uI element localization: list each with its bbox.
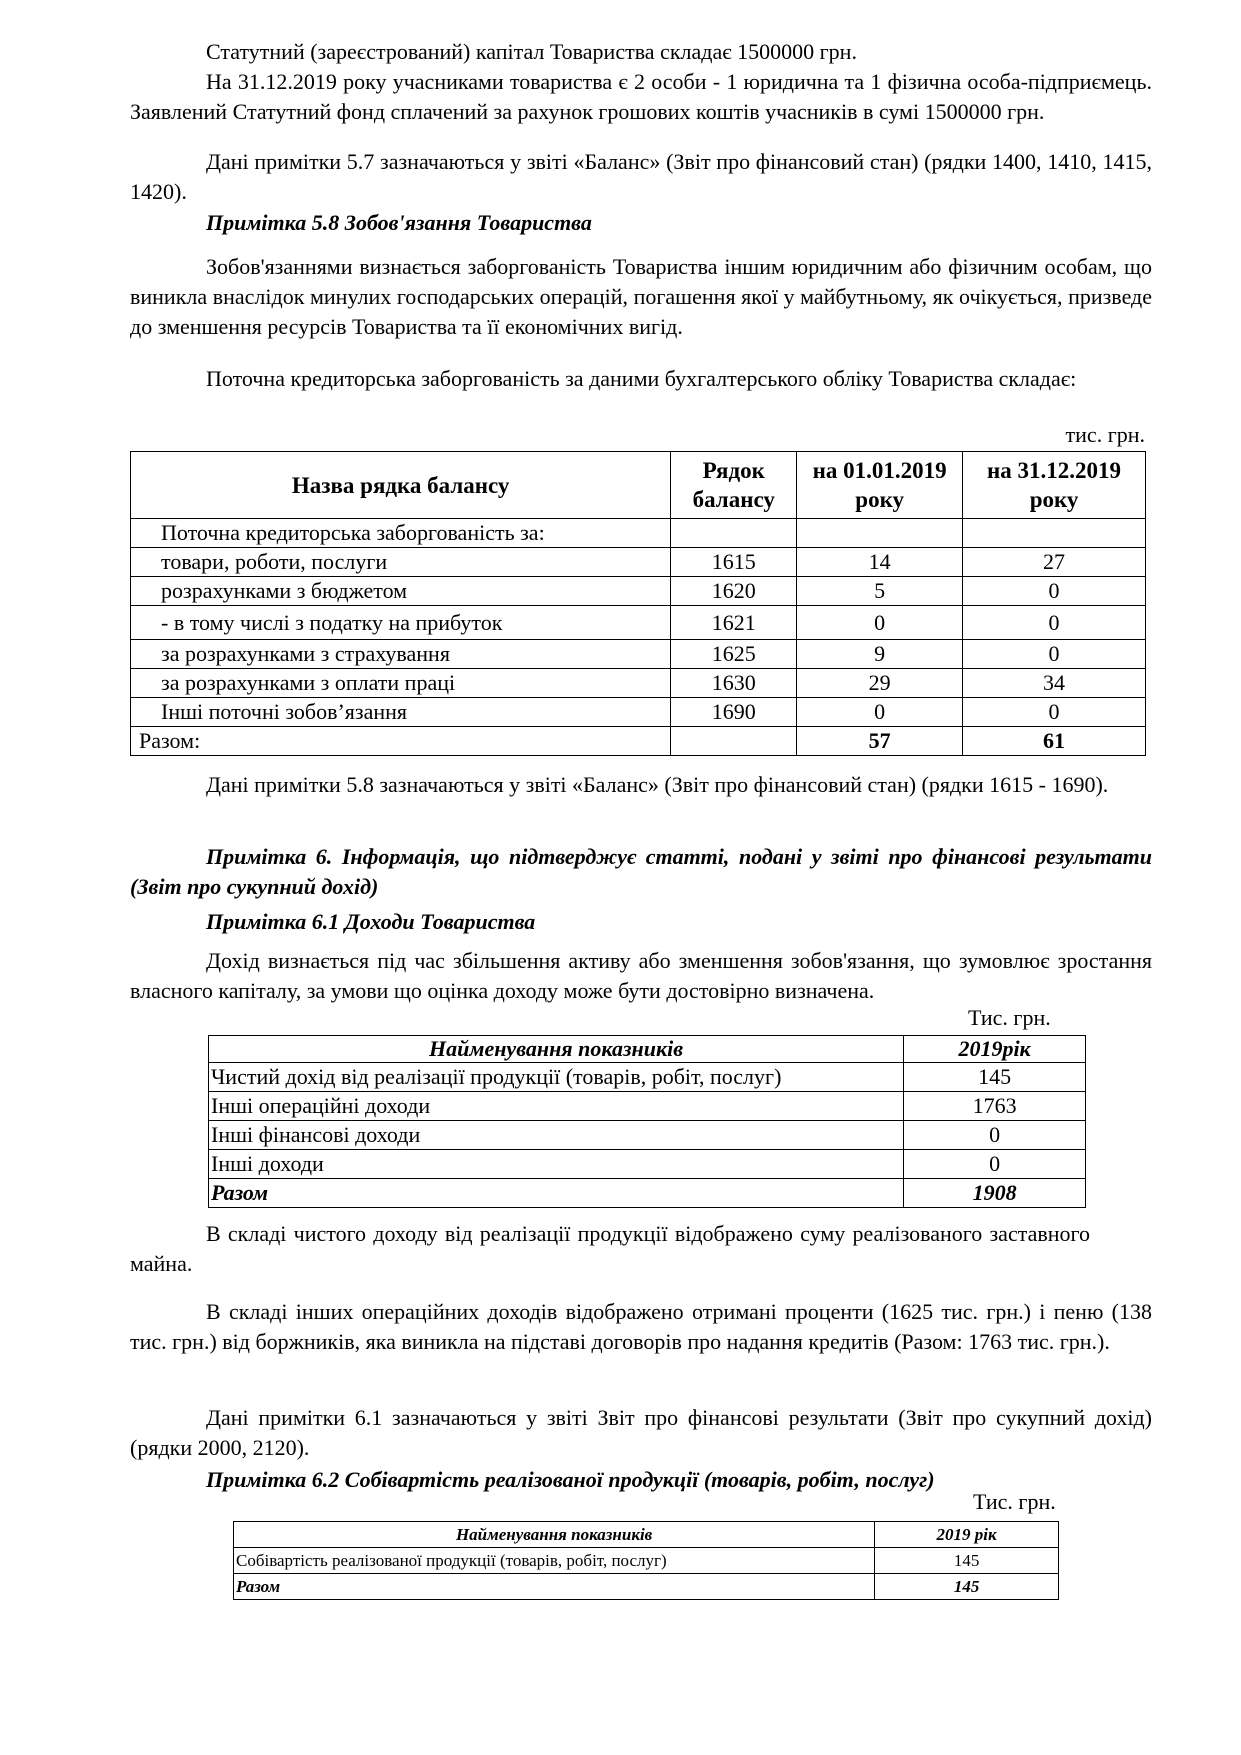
table3-unit-label: Тис. грн. <box>973 1489 1056 1514</box>
paragraph-net-income-note: В складі чистого доходу від реалізації продукції відображено суму реалізованого заставного майна. <box>130 1221 1090 1276</box>
table-row <box>131 577 1146 606</box>
income-table <box>208 1035 1086 1208</box>
row-name: товари, роботи, послуги <box>131 548 671 577</box>
row-value-start: 9 <box>797 640 963 669</box>
table-header-row <box>209 1036 1086 1063</box>
total-value-start: 57 <box>797 727 963 756</box>
row-value: 0 <box>904 1121 1086 1150</box>
heading-note-6-2: Примітка 6.2 Собівартість реалізованої продукції (товарів, робіт, послуг) <box>206 1467 935 1492</box>
table-row <box>234 1548 1059 1574</box>
table-total-row <box>234 1574 1059 1600</box>
row-value-start <box>797 519 963 548</box>
table-total-row <box>209 1179 1086 1208</box>
row-code: 1615 <box>671 548 797 577</box>
row-value: 145 <box>875 1548 1059 1574</box>
row-value-end: 0 <box>963 606 1146 640</box>
row-code: 1625 <box>671 640 797 669</box>
paragraph-operating-income-note: В складі інших операційних доходів відображено отримані проценти (1625 тис. грн.) і пеню (138 тис. грн.) від боржників, яка виникла на підставі договорів про надання кредитів (Разом: 1763 тис. грн.). <box>130 1299 1152 1354</box>
row-name: за розрахунками з страхування <box>131 640 671 669</box>
row-value-start: 0 <box>797 698 963 727</box>
row-code: 1620 <box>671 577 797 606</box>
row-value-end: 34 <box>963 669 1146 698</box>
header-indicator-name: Найменування показників <box>234 1522 875 1548</box>
table-row <box>131 698 1146 727</box>
table-row <box>131 519 1146 548</box>
total-value: 1908 <box>904 1179 1086 1208</box>
row-name: Інші доходи <box>209 1150 904 1179</box>
row-value-end: 0 <box>963 577 1146 606</box>
table2-unit-label: Тис. грн. <box>968 1005 1051 1030</box>
header-date-end: на 31.12.2019 року <box>963 452 1146 519</box>
row-name: за розрахунками з оплати праці <box>131 669 671 698</box>
table-total-row <box>131 727 1146 756</box>
row-value-end: 27 <box>963 548 1146 577</box>
header-year: 2019 рік <box>875 1522 1059 1548</box>
payables-table <box>130 451 1146 756</box>
heading-note-6-1: Примітка 6.1 Доходи Товариства <box>206 909 536 934</box>
row-value: 0 <box>904 1150 1086 1179</box>
heading-note-5-8: Примітка 5.8 Зобов'язання Товариства <box>206 210 592 235</box>
row-name: Інші операційні доходи <box>209 1092 904 1121</box>
row-name: розрахунками з бюджетом <box>131 577 671 606</box>
table-row <box>131 669 1146 698</box>
paragraph-note-5-8-reference: Дані примітки 5.8 зазначаються у звіті «Баланс» (Звіт про фінансовий стан) (рядки 1615 - 1690). <box>206 772 1109 797</box>
heading-note-6: Примітка 6. Інформація, що підтверджує статті, подані у звіті про фінансові результати (Звіт про сукупний дохід) <box>130 844 1152 899</box>
row-value-start: 14 <box>797 548 963 577</box>
row-code: 1690 <box>671 698 797 727</box>
header-year: 2019рік <box>904 1036 1086 1063</box>
paragraph-note-5-7-reference: Дані примітки 5.7 зазначаються у звіті «Баланс» (Звіт про фінансовий стан) (рядки 1400, 1410, 1415, 1420). <box>130 149 1152 204</box>
row-value-start: 5 <box>797 577 963 606</box>
paragraph-liabilities-definition: Зобов'язаннями визнається заборгованість Товариства іншим юридичним або фізичним особам, що виникла внаслідок минулих господарських операцій, погашення якої у майбутньому, як очікується, призведе до зменшення ресурсів Товариства та її економічних вигід. <box>130 254 1152 339</box>
header-line-code: Рядок балансу <box>671 452 797 519</box>
row-code: 1630 <box>671 669 797 698</box>
cost-of-sales-table <box>233 1521 1059 1600</box>
table-row <box>209 1063 1086 1092</box>
paragraph-note-6-1-reference: Дані примітки 6.1 зазначаються у звіті Звіт про фінансові результати (Звіт про сукупний дохід) (рядки 2000, 2120). <box>130 1405 1152 1460</box>
table1-unit-label: тис. грн. <box>1065 422 1145 447</box>
row-name: Інші фінансові доходи <box>209 1121 904 1150</box>
row-value-start: 29 <box>797 669 963 698</box>
paragraph-income-definition: Дохід визнається під час збільшення активу або зменшення зобов'язання, що зумовлює зростання власного капіталу, за умови що оцінка доходу може бути достовірно визначена. <box>130 948 1152 1003</box>
total-label: Разом: <box>131 727 671 756</box>
row-name: Поточна кредиторська заборгованість за: <box>131 519 671 548</box>
row-name: - в тому числі з податку на прибуток <box>131 606 671 640</box>
paragraph-current-payables-intro: Поточна кредиторська заборгованість за даними бухгалтерського обліку Товариства складає: <box>206 366 1077 391</box>
row-name: Собівартість реалізованої продукції (товарів, робіт, послуг) <box>234 1548 875 1574</box>
header-line-name: Назва рядка балансу <box>131 452 671 519</box>
row-code <box>671 519 797 548</box>
header-indicator-name: Найменування показників <box>209 1036 904 1063</box>
table-row <box>131 548 1146 577</box>
total-label: Разом <box>209 1179 904 1208</box>
row-name: Чистий дохід від реалізації продукції (товарів, робіт, послуг) <box>209 1063 904 1092</box>
total-label: Разом <box>234 1574 875 1600</box>
paragraph-charter-capital: Статутний (зареєстрований) капітал Товариства складає 1500000 грн. <box>206 39 857 64</box>
total-code-empty <box>671 727 797 756</box>
table-header-row <box>234 1522 1059 1548</box>
row-code: 1621 <box>671 606 797 640</box>
row-value-end: 0 <box>963 698 1146 727</box>
row-value-start: 0 <box>797 606 963 640</box>
header-date-start: на 01.01.2019 року <box>797 452 963 519</box>
total-value-end: 61 <box>963 727 1146 756</box>
row-name: Інші поточні зобов’язання <box>131 698 671 727</box>
row-value: 1763 <box>904 1092 1086 1121</box>
row-value: 145 <box>904 1063 1086 1092</box>
paragraph-participants: На 31.12.2019 року учасниками товариства є 2 особи - 1 юридична та 1 фізична особа-підприємець. Заявлений Статутний фонд сплачений за рахунок грошових коштів учасників в сумі 1500000 грн. <box>130 69 1152 124</box>
table-row <box>131 640 1146 669</box>
table-row <box>209 1121 1086 1150</box>
row-value-end: 0 <box>963 640 1146 669</box>
total-value: 145 <box>875 1574 1059 1600</box>
table-header-row <box>131 452 1146 519</box>
row-value-end <box>963 519 1146 548</box>
table-row <box>131 606 1146 640</box>
table-row <box>209 1150 1086 1179</box>
table-row <box>209 1092 1086 1121</box>
